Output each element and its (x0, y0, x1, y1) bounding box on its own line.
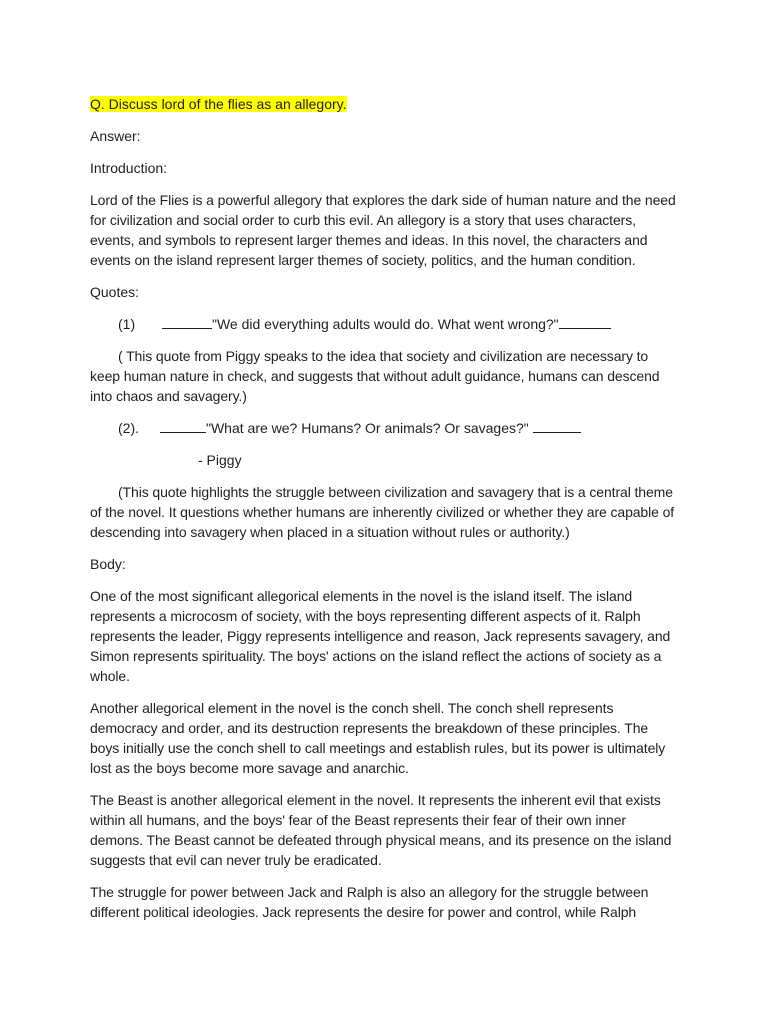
paragraph-line: into chaos and savagery.) (90, 388, 247, 404)
body-paragraph-1 (90, 586, 678, 686)
paragraph-line: for civilization and social order to curb this evil. An allegory is a story that uses characters, (90, 212, 636, 228)
paragraph-line: events, and symbols to represent larger themes and ideas. In this novel, the characters and (90, 232, 648, 248)
paragraph-line: lost as the boys become more savage and anarchic. (90, 760, 409, 776)
paragraph-line: represents a microcosm of society, with the boys representing different aspects of it. Ralph (90, 608, 641, 624)
quote-1-explanation (90, 346, 678, 406)
quote-1 (90, 314, 678, 334)
paragraph-line: descending into savagery when placed in a situation without rules or authority.) (90, 524, 570, 540)
quote-2 (90, 418, 678, 438)
paragraph-line: democracy and order, and its destruction represents the breakdown of these principles. The (90, 720, 649, 736)
paragraph-line: (This quote highlights the struggle between civilization and savagery that is a central theme (118, 484, 673, 500)
paragraph-line: whole. (90, 668, 130, 684)
body-heading: Body: (90, 556, 126, 572)
paragraph-line: The struggle for power between Jack and Ralph is also an allegory for the struggle between (90, 884, 649, 900)
quote-attribution: - Piggy (198, 452, 242, 468)
introduction-paragraph (90, 190, 678, 270)
fill-blank (160, 419, 206, 433)
paragraph-line: different political ideologies. Jack represents the desire for power and control, while Ralph (90, 904, 637, 920)
question-row (90, 94, 678, 114)
paragraph-line: of the novel. It questions whether humans are inherently civilized or whether they are capable of (90, 504, 675, 520)
paragraph-line: represents the leader, Piggy represents intelligence and reason, Jack represents savagery, and (90, 628, 671, 644)
paragraph-line: Another allegorical element in the novel is the conch shell. The conch shell represents (90, 700, 614, 716)
fill-blank (533, 419, 581, 433)
paragraph-line: ( This quote from Piggy speaks to the idea that society and civilization are necessary to (118, 348, 649, 364)
quote-number: (2). (118, 420, 139, 436)
paragraph-line: suggests that evil can never truly be eradicated. (90, 852, 382, 868)
paragraph-line: Lord of the Flies is a powerful allegory that explores the dark side of human nature and the need (90, 192, 676, 208)
quotes-heading: Quotes: (90, 284, 140, 300)
question-highlight: Q. Discuss lord of the flies as an allegory. (90, 96, 347, 112)
paragraph-line: Simon represents spirituality. The boys' actions on the island reflect the actions of society as a (90, 648, 662, 664)
quote-text: "What are we? Humans? Or animals? Or savages?" (206, 420, 529, 436)
paragraph-line: boys initially use the conch shell to call meetings and establish rules, but its power is ultimately (90, 740, 666, 756)
quote-number: (1) (118, 316, 136, 332)
body-paragraph-2 (90, 698, 678, 778)
paragraph-line: The Beast is another allegorical element in the novel. It represents the inherent evil that exists (90, 792, 661, 808)
body-paragraph-4 (90, 882, 678, 922)
fill-blank (559, 315, 611, 329)
fill-blank (162, 315, 212, 329)
paragraph-line: events on the island represent larger themes of society, politics, and the human condition. (90, 252, 636, 268)
quote-text: "We did everything adults would do. What went wrong?" (212, 316, 559, 332)
paragraph-line: One of the most significant allegorical elements in the novel is the island itself. The island (90, 588, 633, 604)
paragraph-line: demons. The Beast cannot be defeated through physical means, and its presence on the island (90, 832, 672, 848)
quote-2-explanation (90, 482, 678, 542)
paragraph-line: keep human nature in check, and suggests that without adult guidance, humans can descend (90, 368, 660, 384)
introduction-heading: Introduction: (90, 160, 168, 176)
answer-label: Answer: (90, 128, 141, 144)
paragraph-line: within all humans, and the boys' fear of the Beast represents their fear of their own inner (90, 812, 626, 828)
body-paragraph-3 (90, 790, 678, 870)
